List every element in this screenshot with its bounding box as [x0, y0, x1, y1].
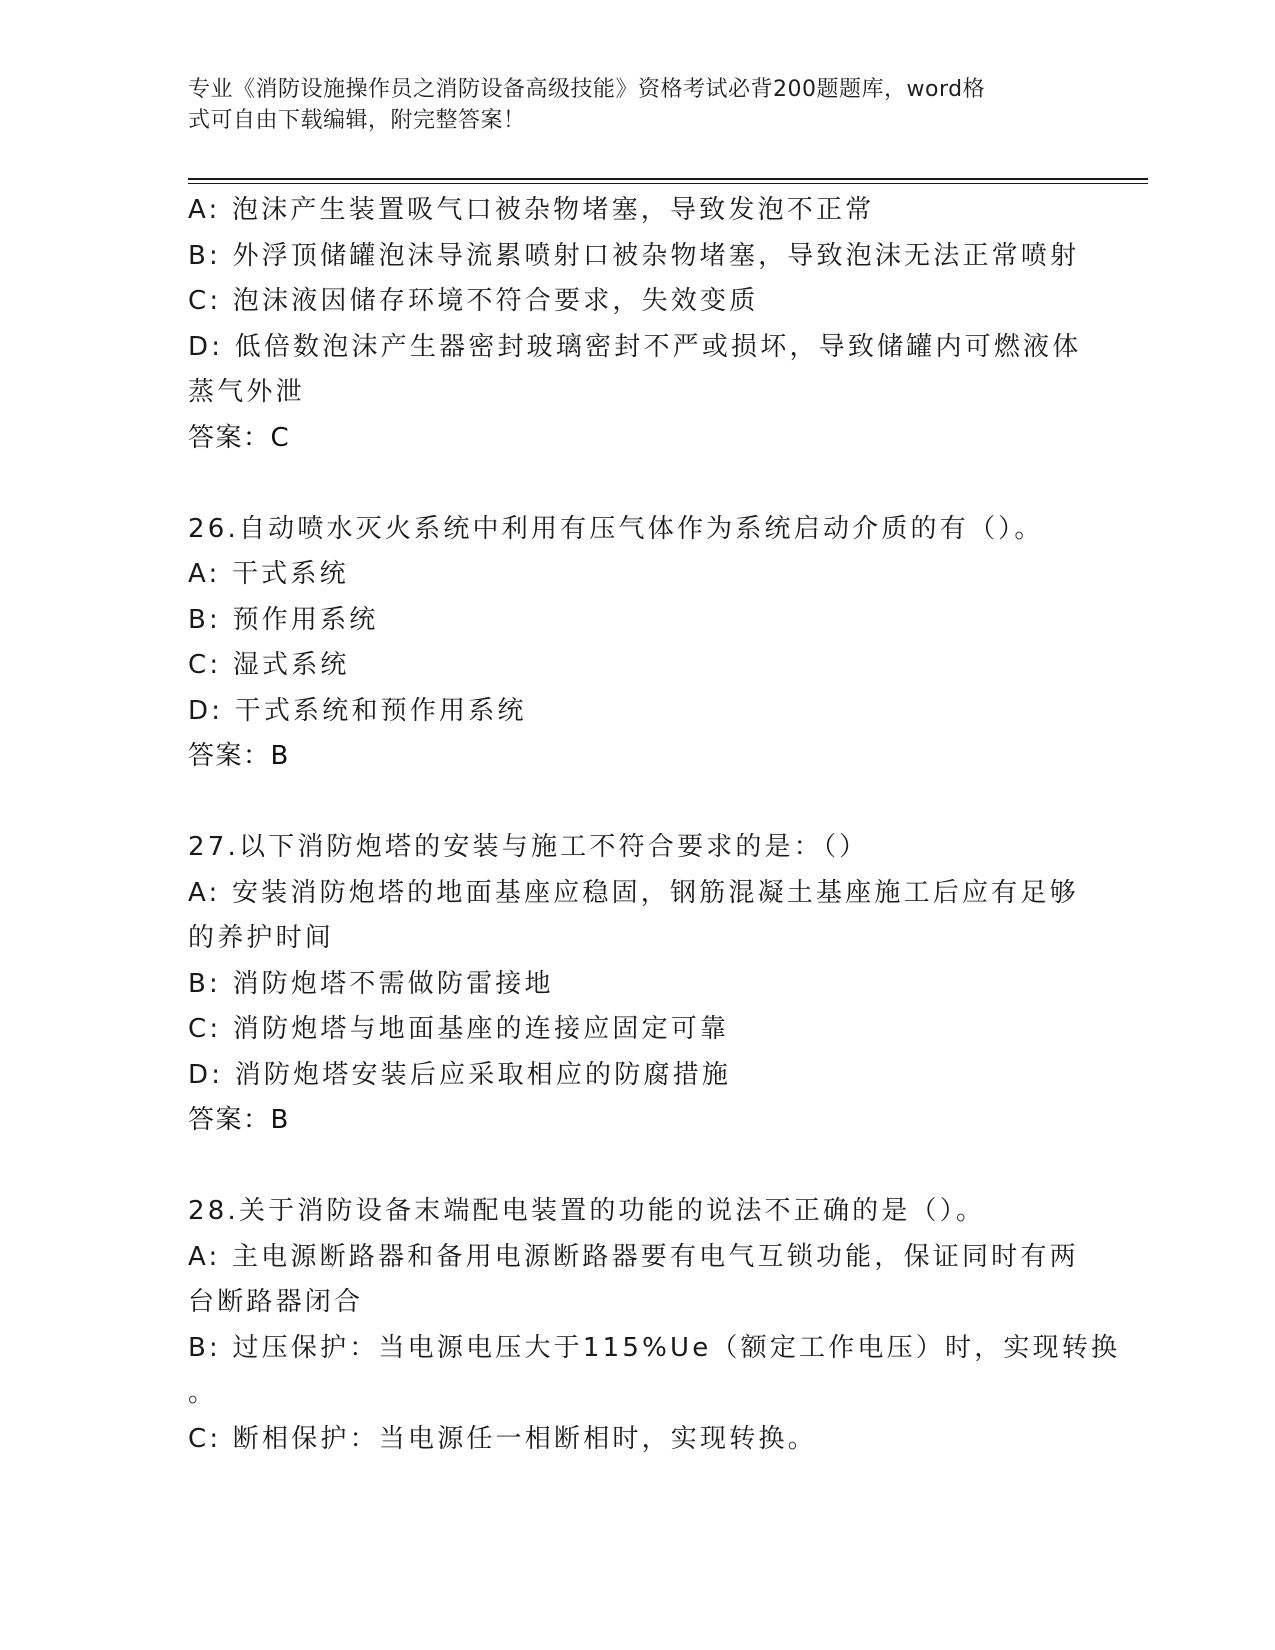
question-25-options — [188, 188, 1082, 461]
header-line-2: 式可自由下载编辑，附完整答案！ — [188, 108, 526, 133]
header-divider-thick — [188, 178, 1148, 180]
option-label: B: — [188, 968, 221, 999]
option-label: A: — [188, 559, 221, 589]
spacer — [188, 780, 1078, 826]
option-d-continued: 蒸气外泄 — [188, 377, 305, 407]
option-text: 主电源断路器和备用电源断路器要有电气互锁功能，保证同时有两 — [231, 1241, 1079, 1272]
spacer — [188, 1144, 1078, 1190]
option-label: C: — [188, 1423, 222, 1454]
option-label: D: — [188, 331, 224, 362]
option-text: 消防炮塔不需做防雷接地 — [232, 968, 554, 999]
option-label: A: — [188, 195, 221, 225]
option-c — [188, 279, 1078, 325]
option-a — [188, 1235, 1078, 1281]
option-label: C: — [188, 650, 222, 680]
option-a-continued: 的养护时间 — [188, 923, 335, 953]
option-text: 外浮顶储罐泡沫导流累喷射口被杂物堵塞，导致泡沫无法正常喷射 — [232, 240, 1080, 271]
question-28 — [188, 1189, 1121, 1462]
option-text: 泡沫液因储存环境不符合要求，失效变质 — [232, 286, 759, 316]
answer-line: 答案：B — [188, 1105, 290, 1135]
option-b — [188, 962, 1078, 1008]
question-26 — [188, 507, 1078, 780]
option-text: 低倍数泡沫产生器密封玻璃密封不严或损坏，导致储罐内可燃液体 — [234, 331, 1082, 362]
option-d — [188, 689, 1078, 735]
option-text: 过压保护：当电源电压大于115%Ue（额定工作电压）时，实现转换 — [232, 1332, 1121, 1363]
answer-line: 答案：B — [188, 741, 290, 771]
option-c — [188, 1417, 1078, 1463]
option-a — [188, 188, 1078, 234]
option-label: B: — [188, 1332, 221, 1363]
option-text: 湿式系统 — [232, 650, 350, 680]
option-d — [188, 325, 1082, 371]
option-text: 消防炮塔与地面基座的连接应固定可靠 — [232, 1014, 730, 1044]
question-text: 26.自动喷水灭火系统中利用有压气体作为系统启动介质的有（）。 — [188, 513, 1044, 544]
option-d — [188, 1053, 1078, 1099]
header-line-1: 专业《消防设施操作员之消防设备高级技能》资格考试必背200题题库，word格 — [188, 77, 986, 102]
option-text: 泡沫产生装置吸气口被杂物堵塞，导致发泡不正常 — [231, 195, 875, 225]
option-a — [188, 871, 1078, 917]
spacer — [188, 461, 1078, 507]
option-b-continued: 。 — [188, 1378, 218, 1408]
question-27 — [188, 825, 1078, 1144]
option-label: D: — [188, 695, 224, 726]
option-text: 安装消防炮塔的地面基座应稳固，钢筋混凝土基座施工后应有足够 — [231, 877, 1079, 908]
option-b — [188, 598, 1078, 644]
option-text: 预作用系统 — [232, 604, 379, 635]
question-text: 28.关于消防设备末端配电装置的功能的说法不正确的是（）。 — [188, 1196, 986, 1226]
option-text: 干式系统和预作用系统 — [234, 695, 527, 726]
option-a — [188, 552, 1078, 598]
page-header — [188, 74, 1068, 136]
option-c — [188, 643, 1078, 689]
option-c — [188, 1007, 1078, 1053]
answer-line: 答案：C — [188, 422, 291, 453]
option-label: D: — [188, 1059, 224, 1090]
option-label: B: — [188, 240, 221, 271]
option-text: 断相保护：当电源任一相断相时，实现转换。 — [232, 1423, 817, 1454]
question-list — [188, 188, 1121, 1462]
question-text: 27.以下消防炮塔的安装与施工不符合要求的是：（） — [188, 832, 869, 862]
option-label: A: — [188, 877, 221, 908]
option-a-continued: 台断路器闭合 — [188, 1287, 364, 1317]
option-label: B: — [188, 604, 221, 635]
option-label: C: — [188, 286, 222, 316]
option-text: 消防炮塔安装后应采取相应的防腐措施 — [234, 1059, 732, 1090]
header-divider-thin — [188, 183, 1148, 184]
option-b — [188, 1326, 1121, 1372]
option-b — [188, 234, 1078, 280]
option-label: C: — [188, 1014, 222, 1044]
option-text: 干式系统 — [231, 559, 349, 589]
option-label: A: — [188, 1241, 221, 1272]
